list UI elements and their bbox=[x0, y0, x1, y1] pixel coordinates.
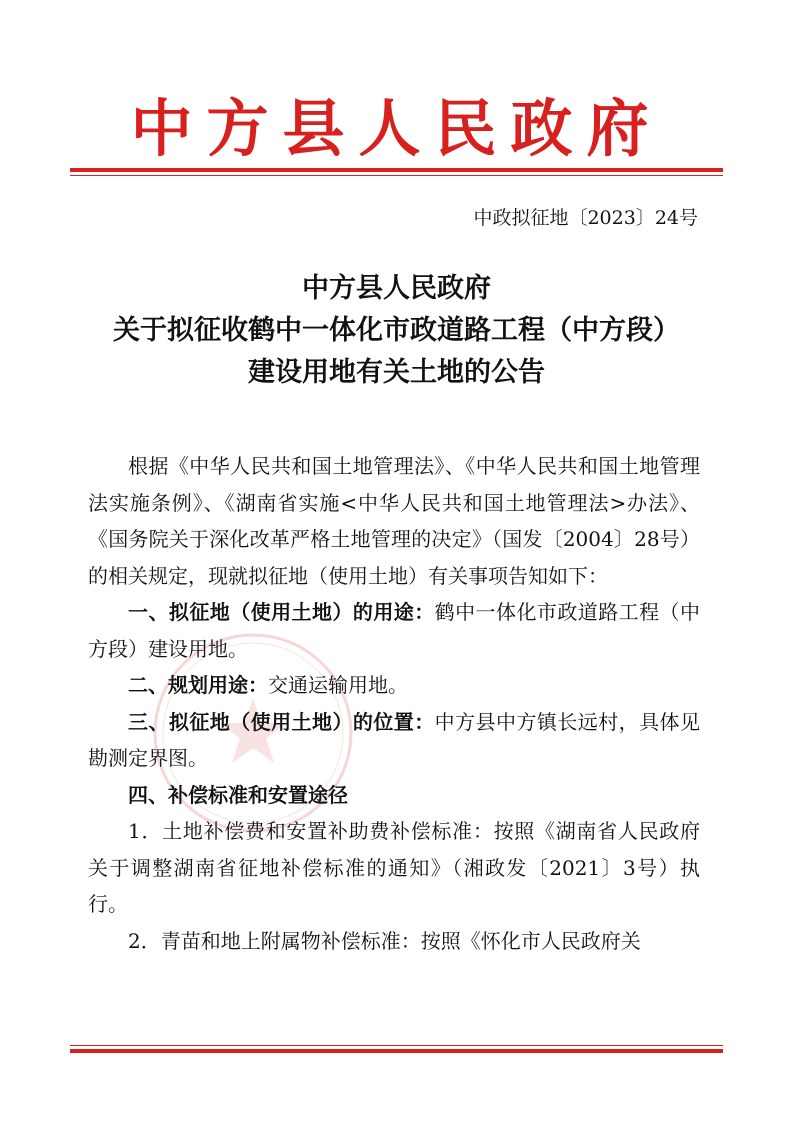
paragraph-text: 交通运输用地。 bbox=[268, 673, 408, 697]
body-paragraph bbox=[88, 777, 700, 814]
paragraph-text: 2．青苗和地上附属物补偿标准：按照《怀化市人民政府关 bbox=[128, 928, 641, 953]
paragraph-text: 鹤中一体化市政道路工程（中方段）建设用地。 bbox=[88, 600, 701, 661]
document-number: 中政拟征地〔2023〕24号 bbox=[473, 207, 698, 229]
masthead-title: 中方县人民政府 bbox=[130, 92, 663, 165]
footer-divider bbox=[70, 1049, 723, 1053]
paragraph-text: 中方县中方镇长远村，具体见勘测定界图。 bbox=[88, 709, 701, 770]
masthead-divider bbox=[70, 168, 723, 172]
body-paragraph bbox=[88, 594, 700, 667]
body-paragraph bbox=[88, 923, 700, 960]
title-line-2: 关于拟征收鹤中一体化市政道路工程（中方段） bbox=[113, 315, 680, 346]
body-paragraph bbox=[88, 813, 700, 923]
document-title bbox=[70, 268, 723, 394]
paragraph-text: 1．土地补偿费和安置补助费补偿标准：按照《湖南省人民政府关于调整湖南省征地补偿标准的通知》（湘政发〔2021〕3号）执行。 bbox=[88, 819, 700, 916]
masthead-divider-thin bbox=[70, 175, 723, 176]
footer-divider-thin bbox=[70, 1045, 723, 1046]
paragraph-label: 一、拟征地（使用土地）的用途： bbox=[128, 600, 435, 624]
paragraph-label: 二、规划用途： bbox=[128, 673, 268, 697]
document-body bbox=[88, 448, 700, 959]
body-paragraph bbox=[88, 704, 700, 777]
title-line-3: 建设用地有关土地的公告 bbox=[248, 357, 545, 388]
body-paragraph bbox=[88, 667, 700, 704]
paragraph-text: 根据《中华人民共和国土地管理法》、《中华人民共和国土地管理法实施条例》、《湖南省实施<中华人民共和国土地管理法>办法》、《国务院关于深化改革严格土地管理的决定》（国发〔2004〕28号）的相关规定，现就拟征地（使用土地）有关事项告知如下： bbox=[88, 454, 700, 588]
body-paragraph bbox=[88, 448, 700, 594]
paragraph-label: 四、补偿标准和安置途径 bbox=[128, 782, 348, 807]
title-line-1: 中方县人民政府 bbox=[302, 273, 491, 304]
paragraph-label: 三、拟征地（使用土地）的位置： bbox=[128, 709, 435, 734]
